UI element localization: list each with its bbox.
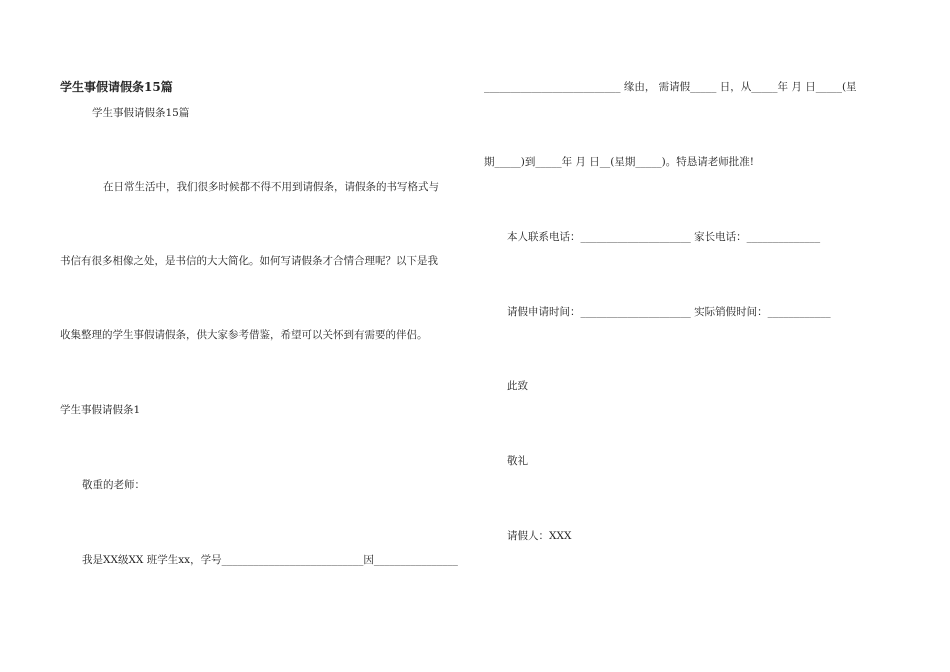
paragraph-line: 书信有很多相像之处，是书信的大大简化。如何写请假条才合情合理呢？以下是我 [60, 255, 438, 267]
document-title: 学生事假请假条15篇 [60, 80, 173, 94]
body-line: 我是XX级XX 班学生xx，学号___________________________因________________ [82, 554, 458, 566]
signature-line: 请假人：XXX [507, 530, 572, 542]
closing-line: 此致 [507, 380, 528, 392]
document-subtitle: 学生事假请假条15篇 [92, 107, 190, 119]
body-line: __________________________ 缘由， 需请假_____ 日，从_____年 月 日_____(星 [484, 81, 857, 93]
request-time-line: 请假申请时间：_____________________ 实际销假时间：____________ [507, 306, 831, 318]
paragraph-line: 收集整理的学生事假请假条，供大家参考借鉴，希望可以关怀到有需要的伴侣。 [60, 329, 428, 341]
regards-line: 敬礼 [507, 455, 528, 467]
body-line: 期_____)到_____年 月 日__(星期_____)。特恳请老师批准! [484, 156, 754, 168]
salutation: 敬重的老师： [82, 479, 145, 491]
section-heading: 学生事假请假条1 [60, 404, 141, 416]
contact-phone-line: 本人联系电话：_____________________ 家长电话：______________ [507, 231, 821, 243]
paragraph-line: 在日常生活中，我们很多时候都不得不用到请假条，请假条的书写格式与 [103, 181, 439, 193]
